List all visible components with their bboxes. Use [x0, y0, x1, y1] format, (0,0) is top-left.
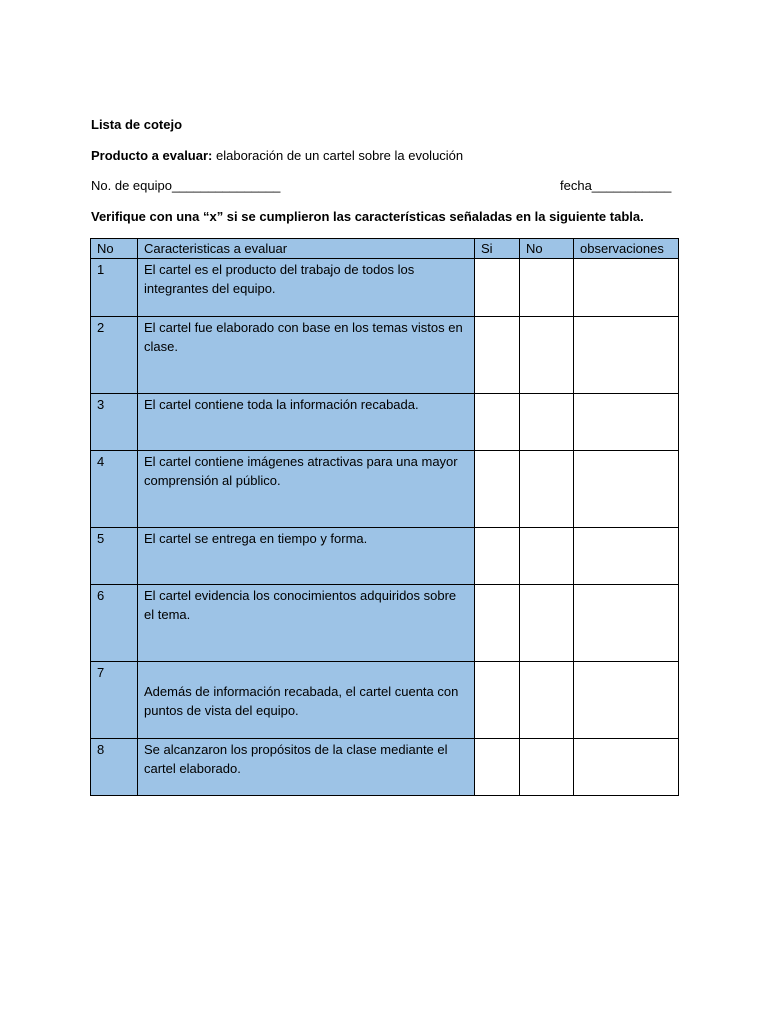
- row-number: 3: [91, 394, 138, 451]
- table-row: [91, 394, 679, 451]
- product-label: Producto a evaluar:: [91, 148, 213, 163]
- observations-cell[interactable]: [574, 259, 679, 317]
- table-row: [91, 317, 679, 394]
- observations-cell[interactable]: [574, 585, 679, 662]
- no-cell[interactable]: [520, 394, 574, 451]
- row-number: 8: [91, 739, 138, 796]
- row-number: 7: [91, 662, 138, 739]
- table-row: [91, 662, 679, 739]
- row-criteria-text: Además de información recabada, el cartel cuenta con puntos de vista del equipo.: [144, 684, 459, 718]
- product-line: [91, 148, 463, 163]
- header-no-answer: No: [520, 239, 574, 259]
- si-cell[interactable]: [475, 739, 520, 796]
- si-cell[interactable]: [475, 528, 520, 585]
- row-criteria: Se alcanzaron los propósitos de la clase mediante el cartel elaborado.: [138, 739, 475, 796]
- observations-cell[interactable]: [574, 394, 679, 451]
- row-criteria: [138, 662, 475, 739]
- row-criteria: El cartel fue elaborado con base en los temas vistos en clase.: [138, 317, 475, 394]
- row-number: 1: [91, 259, 138, 317]
- no-cell[interactable]: [520, 528, 574, 585]
- checklist-table: [90, 238, 679, 796]
- table-header-row: [91, 239, 679, 259]
- no-cell[interactable]: [520, 317, 574, 394]
- si-cell[interactable]: [475, 451, 520, 528]
- document-title: Lista de cotejo: [91, 117, 183, 132]
- table-row: [91, 528, 679, 585]
- header-observations: observaciones: [574, 239, 679, 259]
- table-row: [91, 259, 679, 317]
- row-criteria: El cartel contiene toda la información recabada.: [138, 394, 475, 451]
- header-si: Si: [475, 239, 520, 259]
- si-cell[interactable]: [475, 259, 520, 317]
- row-number: 2: [91, 317, 138, 394]
- header-no: No: [91, 239, 138, 259]
- observations-cell[interactable]: [574, 317, 679, 394]
- team-number-field: No. de equipo_______________: [91, 178, 281, 193]
- row-criteria: El cartel se entrega en tiempo y forma.: [138, 528, 475, 585]
- row-criteria: El cartel contiene imágenes atractivas para una mayor comprensión al público.: [138, 451, 475, 528]
- si-cell[interactable]: [475, 394, 520, 451]
- si-cell[interactable]: [475, 662, 520, 739]
- si-cell[interactable]: [475, 585, 520, 662]
- observations-cell[interactable]: [574, 528, 679, 585]
- table-row: [91, 739, 679, 796]
- no-cell[interactable]: [520, 739, 574, 796]
- observations-cell[interactable]: [574, 451, 679, 528]
- no-cell[interactable]: [520, 662, 574, 739]
- date-field: fecha___________: [560, 178, 672, 193]
- instruction-text: Verifique con una “x” si se cumplieron las características señaladas en la siguiente tabla.: [91, 209, 644, 224]
- observations-cell[interactable]: [574, 739, 679, 796]
- table-row: [91, 585, 679, 662]
- row-number: 4: [91, 451, 138, 528]
- row-criteria: El cartel es el producto del trabajo de todos los integrantes del equipo.: [138, 259, 475, 317]
- table-row: [91, 451, 679, 528]
- row-criteria: El cartel evidencia los conocimientos adquiridos sobre el tema.: [138, 585, 475, 662]
- product-value: elaboración de un cartel sobre la evolución: [212, 148, 464, 163]
- row-number: 6: [91, 585, 138, 662]
- observations-cell[interactable]: [574, 662, 679, 739]
- no-cell[interactable]: [520, 451, 574, 528]
- no-cell[interactable]: [520, 585, 574, 662]
- row-number: 5: [91, 528, 138, 585]
- header-criteria: Caracteristicas a evaluar: [138, 239, 475, 259]
- no-cell[interactable]: [520, 259, 574, 317]
- si-cell[interactable]: [475, 317, 520, 394]
